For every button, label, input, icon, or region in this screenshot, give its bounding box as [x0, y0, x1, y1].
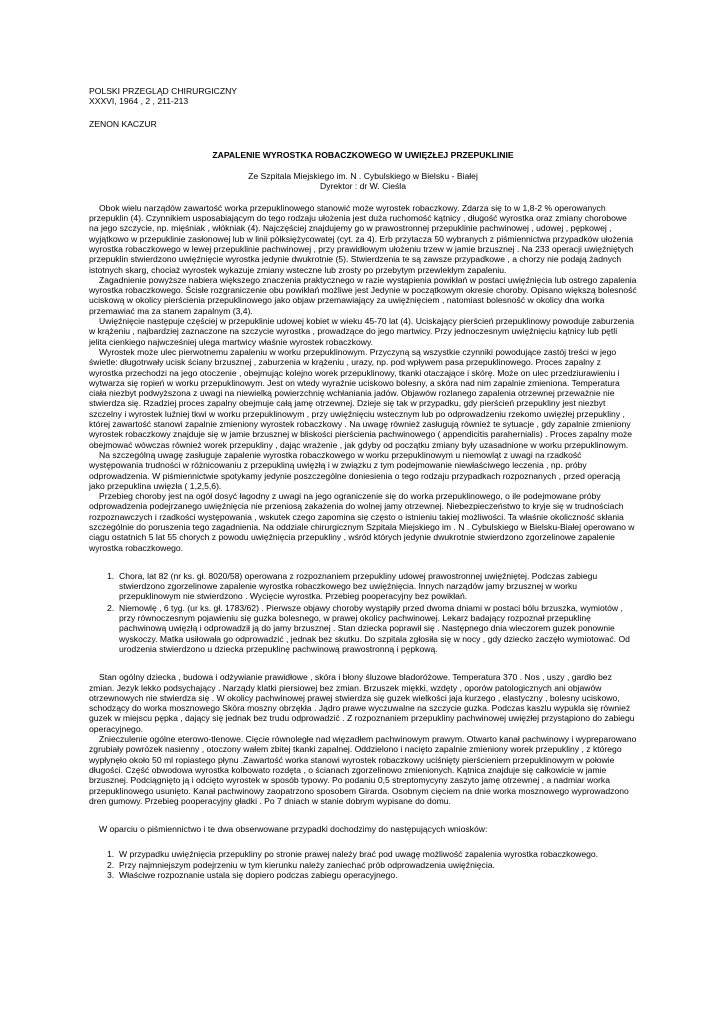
conclusion-item [89, 849, 637, 859]
conclusion-text: Właściwe rozpoznanie ustala się dopiero podczas zabiegu operacyjnego. [119, 870, 398, 880]
document-page [89, 86, 637, 880]
paragraph: Uwięźnięcie następuje częściej w przepuklinie udowej kobiet w wieku 45-70 lat (4). Uciskający pierścień przepuklinowy powoduje zaburzenia w krążeniu , najbardziej zaznaczone na szczycie wyrostka , prowadzące do jego martwicy. Przy jednoczesnym uwięźnięciu kątnicy lub pętli jelita cienkiego najwcześniej ulega martwicy właśnie wyrostek robaczkowy. [89, 316, 634, 347]
affiliation-director: Dyrektor : dr W. Cieśla [320, 181, 406, 192]
paragraph: Na szczególną uwagę zasługuje zapalenie wyrostka robaczkowego w worku przepuklinowym u niemowląt z uwagi na rzadkość występowania trudności w różnicowaniu z przepukliną uwięzłą i w związku z tym podejmowanie niewłaściwego leczenia , np. próby odprowadzenia. W piśmiennictwie spotykamy jedynie poszczególne doniesienia o tego rodzaju przypadkach rozpoznanych , przed operacją jako przepuklina uwięzła ( 1,2,5,6). [89, 449, 621, 491]
paragraph: Obok wielu narządów zawartość worka przepuklinowego stanowić może wyrostek robaczkowy. Zdarza się to w 1,8-2 % operowanych przepuklin (4). Czynnikiem usposabiającym do tego rodzaju ułożenia jest duża ruchomość kątnicy , długość wyrostka oraz zmiany chorobowe na jego szczycie, np. mięśniak , włókniak (4). Najczęściej znajdujemy go w prawostronnej przepuklinie pachwinowej , udowej , pępkowej , wyjątkowo w przepuklinie zasłonowej lub w linii półksiężycowatej (cyt. za 4). Erb przytacza 50 wybranych z piśmiennictwa przypadków ułożenia wyrostka robaczkowego w lewej przepuklinie pachwinowej , przy prawidłowym ułożeniu trzew w jamie brzusznej . Na 233 operacji uwięźniętych przepuklin stwierdzono uwięźnięcie wyrostka jedynie dwukrotnie (5). Stwierdzenia te są zawsze przypadkowe , a chorzy nie podają żadnych istotnych skarg, chociaż wyrostek wykazuje zmiany wsteczne lub zrosty po przebytym przewlekłym zapaleniu. [89, 202, 634, 275]
case-text: Niemowlę , 6 tyg. (ur ks. gł. 1783/62) . Pierwsze objawy choroby wystąpiły przed dwoma dniami w postaci bólu brzuszka, wymiotów , przy równoczesnym pojawieniu się guzka bolesnego, w prawej okolicy pachwinowej. Lekarz badający rozpoznał przepuklinę pachwinową uwięzłą i odprowadził ją do jamy brzusznej . Stan dziecka poprawił się . Następnego dnia wieczorem guzek ponownie wyskoczy. Matka usiłowała go odprowadzić , jednak bez skutku. Do szpitala zgłosiła się w nocy , gdy dziecko zaczęło wymiotować. Od urodzenia stwierdzono u dziecka przepuklinę pachwinową prawostronną i pępkową. [119, 602, 630, 654]
paragraph: Przebieg choroby jest na ogół dosyć łagodny z uwagi na jego ograniczenie się do worka przepuklinowego, o ile podejmowane próby odprowadzenia podejrzanego uwięźnięcia nie przeniosą zakażenia do wolnej jamy otrzewnej. Niebezpieczeństwo to kryje się w trudnościach rozpoznawczych i rzadkości występowania , wskutek czego zapomina się często o istnieniu takiej możliwości. Ta właśnie okoliczność skłania szczególnie do poruszenia tego zagadnienia. Na oddziale chirurgicznym Szpitala Miejskiego im . N . Cybulskiego w Bielsku-Białej operowano w ciągu ostatnich 5 lat 55 chorych z powodu uwięźnięcia przepukliny , wśród których jedynie dwukrotnie stwierdzono zgorzelinowe zapalenie wyrostka robaczkowego. [89, 491, 635, 553]
conclusion-text: Przy najmniejszym podejrzeniu w tym kierunku należy zaniechać prób odprowadzenia uwięźnięcia. [119, 859, 495, 870]
journal-issue: XXXVI, 1964 , 2 , 211-213 [89, 96, 189, 107]
conclusion-item [89, 870, 637, 880]
conclusion-number: 1. [107, 849, 115, 860]
case-text: Chora, lat 82 (nr ks. gł. 8020/58) operowana z rozpoznaniem przepukliny udowej prawostronnej uwięźniętej. Podczas zabiegu stwierdzono zgorzelinowe zapalenie wyrostka robaczkowego bez uwięźnięcia. Innych narządów jamy brzusznej w worku przepuklinowym nie stwierdzono . Wycięcie wyrostka. Przebieg pooperacyjny bez powikłań. [119, 570, 598, 602]
affiliation [89, 171, 637, 192]
paragraph: Znieczulenie ogólne eterowo-tlenowe. Cięcie równoległe nad więzadłem pachwinowym prawym. Otwarto kanał pachwinowy i wypreparowano zgrubiały powrózek nasienny , otoczony wałem zbitej tkanki zapalnej. Oddzielono i nacięto zapalnie zmieniony worek przepukliny , z którego wypłynęło około 50 ml ropiastego płynu .Zawartość worka stanowi wyrostek robaczkowy uciśnięty pierścieniem przepuklinowym w połowie długości. Część obwodowa wyrostka kolbowato rozdęta , o ścianach zgorzelinowo zmienionych. Kątnica znajduje się całkowicie w jamie brzusznej. Podciągnięto ją i odcięto wyrostek w sposób typowy. Po podaniu 0,5 streptomycyny zaszyto jamę otrzewnej , a nadmiar worka przepuklinowego usunięto. Kanał pachwinowy zaopatrzono sposobem Girarda. Osobnym cięciem na dnie worka mosznowego wyprowadzono dren gumowy. Przebieg pooperacyjny gładki . Po 7 dniach w stanie dobrym wypisane do domu. [89, 734, 637, 806]
case-details [89, 672, 637, 806]
conclusion-item [89, 860, 637, 870]
conclusion-number: 2. [107, 859, 115, 870]
intro-body [89, 203, 637, 553]
conclusion-number: 3. [107, 870, 115, 880]
paragraph: Stan ogólny dziecka , budowa i odżywianie prawidłowe , skóra i błony śluzowe bladoróżowe. Temperatura 370 . Nos , uszy , gardło bez zmian. Jezyk lekko podsychający . Narządy klatki piersiowej bez zmian. Brzuszek miękki, wzdęty , oporów patologicznych ani objawów otrzewnowych nie stwierdza się . W okolicy pachwinowej prawej stwierdza się guzek wielkości jaja kurzego , elastyczny , bolesny uciskowo, schodzący do worka mosznowego Skóra moszny obrzękła . Jądro prawe wyczuwalne na szczycie guzka. Podczas kaszlu wypukla się również guzek w miejscu pępka , dający się jednak bez trudu odprowadzić . Z rozpoznaniem przepukliny pachwinowej uwięzłej przystąpiono do zabiegu operacyjnego. [89, 672, 635, 734]
paragraph: Zagadnienie powyższe nabiera większego znaczenia praktycznego w razie wystąpienia powikłań w postaci uwięźnięcia lub ostrego zapalenia wyrostka robaczkowego. Ścisłe rozgraniczenie obu powikłań możliwe jest Jedynie w początkowym okresie choroby. Opisano większą bolesność uciskową w okolicy pierścienia przepuklinowego jako objaw przemawiający za uwięźnięciem , natomiast bolesność w okolicy dna worka przemawiać ma za stanem zapalnym (3,4). [89, 274, 637, 316]
journal-name: POLSKI PRZEGLĄD CHIRURGICZNY [89, 86, 238, 96]
case-list [89, 571, 637, 654]
case-item [89, 571, 637, 602]
article-title: ZAPALENIE WYROSTKA ROBACZKOWEGO W UWIĘZŁEJ PRZEPUKLINIE [212, 149, 514, 160]
conclusions-intro: W oparciu o piśmiennictwo i te dwa obserwowane przypadki dochodzimy do następujących wniosków: [99, 824, 488, 835]
case-item [89, 603, 637, 654]
author-name: ZENON KACZUR [89, 118, 157, 129]
conclusion-text: W przypadku uwięźnięcia przepukliny po stronie prawej należy brać pod uwagę możliwość zapalenia wyrostka robaczkowego. [119, 849, 599, 860]
conclusion-list [89, 849, 637, 880]
citation-header [89, 86, 637, 129]
case-number: 1. [107, 570, 115, 581]
paragraph: Wyrostek może ulec pierwotnemu zapaleniu w worku przepuklinowym. Przyczyną są wszystkie czynniki powodujące zastój treści w jego świetle: długotrwały ucisk ściany brzusznej , zaburzenia w krążeniu , urazy, np. pod wpływem pasa przepuklinowego. Proces zapalny z wyrostka przechodzi na jego otoczenie , obejmując kolejno worek przepuklinowy, tkanki otaczające i skórę. Może on ulec przedziurawieniu i wytwarza się ropień w worku przepuklinowym. Jest on wtedy wyraźnie uciskowo bolesny, a skóra nad nim zapalnie zmieniona. Temperatura ciała niezbyt podwyższona z uwagi na niewielką powierzchnię wchłaniania jadów. Objawów rozlanego zapalenia otrzewnej przeważnie nie stwierdza się. Rzadziej proces zapalny obejmuje całą jamę otrzewnej. Dzieje się tak w przypadku, gdy pierścień przepukliny jest niezbyt szczelny i wyrostek luźniej tkwi w worku przepuklinowym , przy uwięźnięciu wstecznym lub po odprowadzeniu rzekomo uwięzłej przepukliny , której zawartość stanowi zapalnie zmieniony wyrostek robaczkowy . Na uwagę również zasługują również te sytuacje , gdy zapalnie zmieniony wyrostek robaczkowy znajduje się w jamie brzusznej w bliskości pierścienia pachwinowego ( appendicitis parahernialis) . Proces zapalny może obejmować wówczas również worek przepukliny , dając wrażenie , jak gdyby od początku zmiany były uzasadnione w worku przepuklinowym. [89, 346, 633, 450]
case-number: 2. [107, 602, 115, 613]
affiliation-hospital: Ze Szpitala Miejskiego im. N . Cybulskiego w Bielsku - Białej [248, 171, 478, 182]
